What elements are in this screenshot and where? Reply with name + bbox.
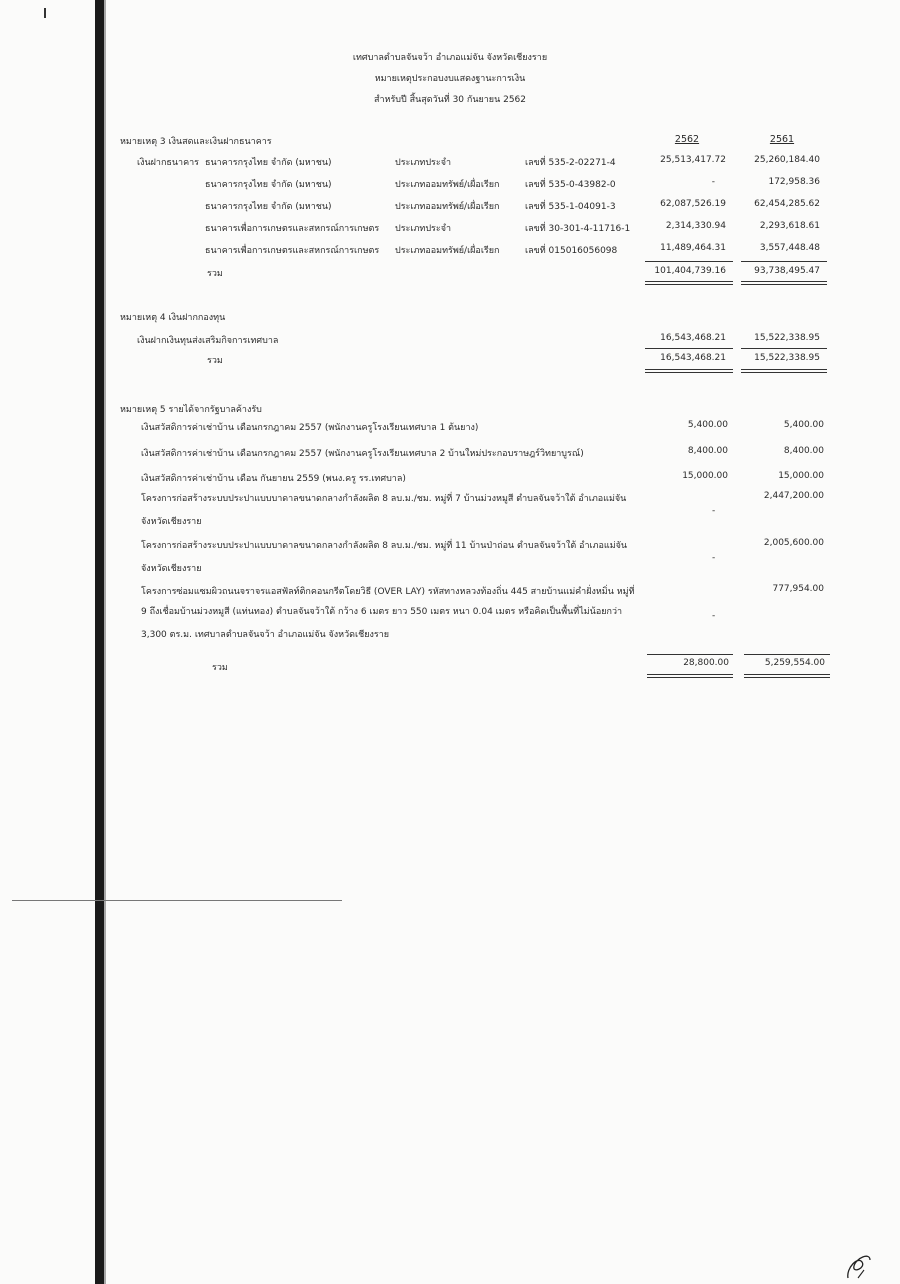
total-double-rule xyxy=(744,674,830,678)
account-number: เลขที่ 30-301-4-11716-1 xyxy=(525,224,631,234)
account-type: ประเภทประจำ xyxy=(395,224,452,234)
amount-2562: 11,489,464.31 xyxy=(660,243,726,253)
amount-2561: 2,447,200.00 xyxy=(763,491,824,501)
account-type: ประเภทออมทรัพย์/เผื่อเรียก xyxy=(395,202,500,212)
amount-2561: 8,400.00 xyxy=(783,446,824,456)
account-type: ประเภทออมทรัพย์/เผื่อเรียก xyxy=(395,180,500,190)
total-double-rule xyxy=(741,281,827,285)
amount-2561: 62,454,285.62 xyxy=(754,199,820,209)
project-label: โครงการก่อสร้างระบบประปาแบบบาดาลขนาดกลางกำลังผลิต 8 ลบ.ม./ชม. หมู่ที่ 7 บ้านม่วงหมูสี ตำบลจันจว้าใต้ อำเภอแม่จัน xyxy=(141,494,627,504)
subtotal-rule xyxy=(744,654,830,655)
note3-group-label: เงินฝากธนาคาร xyxy=(137,158,200,168)
total-double-rule xyxy=(645,281,733,285)
note4-total-label: รวม xyxy=(207,356,223,366)
project-label: โครงการซ่อมแซมผิวถนนจราจรแอสฟัลท์ติกคอนกรีตโดยวิธี (OVER LAY) รหัสทางหลวงท้องถิ่น 445 สายบ้านแม่คำฝั่งหมิ่น หมู่ที่ xyxy=(141,587,635,597)
amount-2561: 172,958.36 xyxy=(768,177,820,187)
amount-2562: 62,087,526.19 xyxy=(660,199,726,209)
amount-2561: 15,522,338.95 xyxy=(754,333,820,343)
subtotal-rule xyxy=(645,261,733,262)
bank-name: ธนาคารเพื่อการเกษตรและสหกรณ์การเกษตร xyxy=(205,246,380,256)
amount-2562: 15,000.00 xyxy=(682,471,728,481)
amount-2562: 2,314,330.94 xyxy=(665,221,726,231)
amount-2562: - xyxy=(712,611,716,621)
amount-2561: 3,557,448.48 xyxy=(759,243,820,253)
column-year-2562: 2562 xyxy=(674,134,700,145)
amount-2562: 8,400.00 xyxy=(687,446,728,456)
bank-name: ธนาคารกรุงไทย จำกัด (มหาชน) xyxy=(205,202,332,212)
column-year-2561: 2561 xyxy=(769,134,795,145)
receivable-label: เงินสวัสดิการค่าเช่าบ้าน เดือน กันยายน 2559 (พนง.ครู รร.เทศบาล) xyxy=(141,474,406,484)
receivable-label: เงินสวัสดิการค่าเช่าบ้าน เดือนกรกฎาคม 2557 (พนักงานครูโรงเรียนเทศบาล 2 บ้านใหม่ประกอบราษฎร์วิทยาบูรณ์) xyxy=(141,449,584,459)
period-label: สำหรับปี สิ้นสุดวันที่ 30 กันยายน 2562 xyxy=(373,95,526,105)
note3-total-2562: 101,404,739.16 xyxy=(654,266,726,276)
scan-fold-line xyxy=(12,900,342,901)
note4-total-2562: 16,543,468.21 xyxy=(660,353,726,363)
note5-total-label: รวม xyxy=(212,663,228,673)
amount-2561: 2,005,600.00 xyxy=(763,538,824,548)
amount-2562: - xyxy=(712,553,716,563)
amount-2562: 16,543,468.21 xyxy=(660,333,726,343)
amount-2562: - xyxy=(712,506,716,516)
subtotal-rule xyxy=(645,348,733,349)
note3-title: หมายเหตุ 3 เงินสดและเงินฝากธนาคาร xyxy=(120,137,272,147)
amount-2561: 5,400.00 xyxy=(783,420,824,430)
receivable-label: เงินสวัสดิการค่าเช่าบ้าน เดือนกรกฎาคม 2557 (พนักงานครูโรงเรียนเทศบาล 1 ต้นยาง) xyxy=(141,423,479,433)
amount-2562: - xyxy=(711,177,715,187)
note4-row-label: เงินฝากเงินทุนส่งเสริมกิจการเทศบาล xyxy=(137,336,279,346)
note5-total-2561: 5,259,554.00 xyxy=(764,658,825,668)
total-double-rule xyxy=(647,674,733,678)
document-title: หมายเหตุประกอบงบแสดงฐานะการเงิน xyxy=(374,74,526,84)
total-double-rule xyxy=(645,369,733,373)
amount-2561: 15,000.00 xyxy=(778,471,824,481)
subtotal-rule xyxy=(741,348,827,349)
bank-name: ธนาคารกรุงไทย จำกัด (มหาชน) xyxy=(205,158,332,168)
account-number: เลขที่ 015016056098 xyxy=(525,246,618,256)
total-double-rule xyxy=(741,369,827,373)
amount-2562: 5,400.00 xyxy=(687,420,728,430)
note5-title: หมายเหตุ 5 รายได้จากรัฐบาลค้างรับ xyxy=(120,405,262,415)
bank-name: ธนาคารกรุงไทย จำกัด (มหาชน) xyxy=(205,180,332,190)
note3-total-label: รวม xyxy=(207,269,223,279)
org-name: เทศบาลตำบลจันจว้า อำเภอแม่จัน จังหวัดเชียงราย xyxy=(352,53,548,63)
project-label: โครงการก่อสร้างระบบประปาแบบบาดาลขนาดกลางกำลังผลิต 8 ลบ.ม./ชม. หมู่ที่ 11 บ้านป่าถ่อน ตำบลจันจว้าใต้ อำเภอแม่จัน xyxy=(141,541,628,551)
amount-2561: 25,260,184.40 xyxy=(754,155,820,165)
account-number: เลขที่ 535-1-04091-3 xyxy=(525,202,616,212)
amount-2561: 777,954.00 xyxy=(772,584,824,594)
project-label-cont: 9 ถึงเชื่อมบ้านม่วงหมูสี (แท่นทอง) ตำบลจันจว้าใต้ กว้าง 6 เมตร ยาว 550 เมตร หนา 0.04 เมตร หรือคิดเป็นพื้นที่ไม่น้อยกว่า xyxy=(141,607,623,617)
subtotal-rule xyxy=(647,654,733,655)
account-type: ประเภทประจำ xyxy=(395,158,452,168)
note4-total-2561: 15,522,338.95 xyxy=(754,353,820,363)
note4-title: หมายเหตุ 4 เงินฝากกองทุน xyxy=(120,313,226,323)
amount-2562: 25,513,417.72 xyxy=(660,155,726,165)
project-label-cont: จังหวัดเชียงราย xyxy=(141,564,202,574)
bank-name: ธนาคารเพื่อการเกษตรและสหกรณ์การเกษตร xyxy=(205,224,380,234)
scan-binding-edge xyxy=(104,0,106,1284)
account-type: ประเภทออมทรัพย์/เผื่อเรียก xyxy=(395,246,500,256)
scan-speck xyxy=(44,8,46,18)
note3-total-2561: 93,738,495.47 xyxy=(754,266,820,276)
project-label-cont: 3,300 ตร.ม. เทศบาลตำบลจันจว้า อำเภอแม่จัน จังหวัดเชียงราย xyxy=(141,630,390,640)
handwritten-initial-mark xyxy=(840,1248,880,1284)
account-number: เลขที่ 535-2-02271-4 xyxy=(525,158,616,168)
scan-binding-shadow xyxy=(95,0,104,1284)
amount-2561: 2,293,618.61 xyxy=(759,221,820,231)
account-number: เลขที่ 535-0-43982-0 xyxy=(525,180,616,190)
note5-total-2562: 28,800.00 xyxy=(683,658,729,668)
subtotal-rule xyxy=(741,261,827,262)
project-label-cont: จังหวัดเชียงราย xyxy=(141,517,202,527)
